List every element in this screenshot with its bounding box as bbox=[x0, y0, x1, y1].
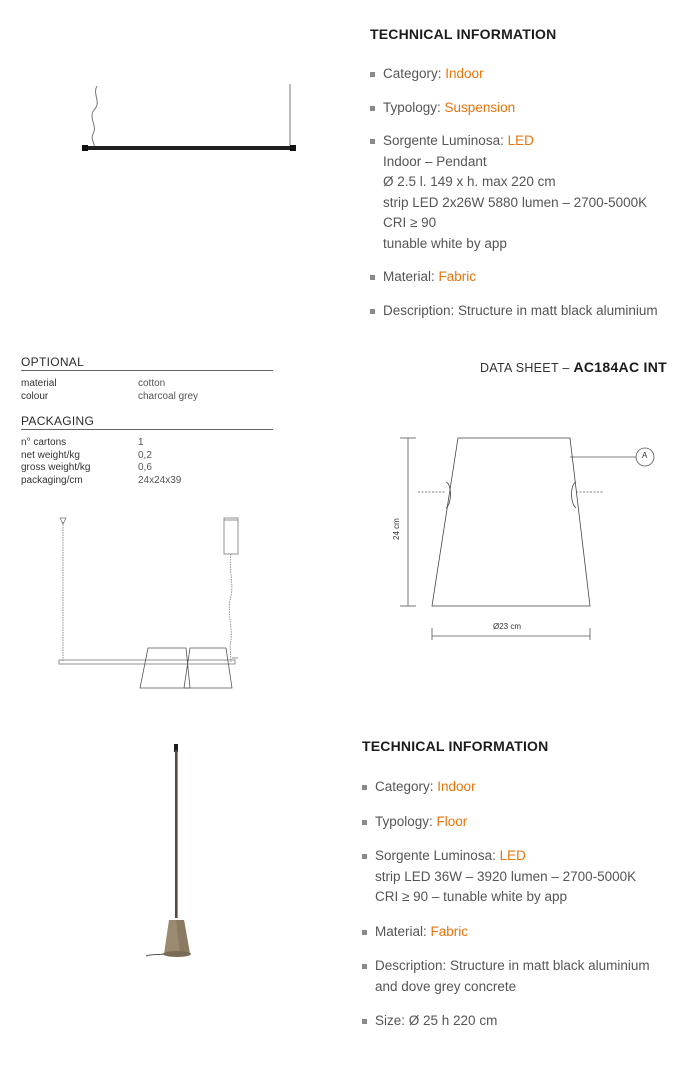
top-category-item: Category: Indoor bbox=[370, 64, 690, 85]
height-dimension: 24 cm bbox=[392, 518, 401, 540]
callout-label: A bbox=[642, 451, 648, 460]
bottom-category-item: Category: Indoor bbox=[362, 777, 692, 798]
top-typology-value: Suspension bbox=[444, 99, 516, 115]
packaging-table bbox=[21, 437, 181, 487]
bottom-typology-value: Floor bbox=[436, 813, 468, 829]
top-source-line: strip LED 2x26W 5880 lumen – 2700-5000K bbox=[383, 194, 648, 210]
top-description-value: Structure in matt black aluminium bbox=[458, 302, 658, 318]
top-spec-list bbox=[370, 64, 690, 321]
table-row: colour charcoal grey bbox=[21, 390, 199, 402]
bottom-description-value: Structure in matt black aluminium bbox=[450, 958, 650, 973]
top-category-value: Indoor bbox=[445, 66, 484, 81]
optional-title: OPTIONAL bbox=[21, 355, 85, 369]
top-source-line: Indoor – Pendant bbox=[383, 153, 487, 169]
suspension-line-drawing bbox=[50, 510, 250, 695]
suspension-lamp-image bbox=[70, 80, 310, 160]
table-row: n° cartons 1 bbox=[21, 437, 144, 448]
top-source-line: CRI ≥ 90 bbox=[383, 215, 437, 230]
packaging-divider bbox=[21, 429, 273, 430]
bottom-spec-list bbox=[362, 777, 692, 1032]
bottom-source-line: strip LED 36W – 3920 lumen – 2700-5000K bbox=[375, 868, 637, 884]
top-description-item: Description: Structure in matt black aluminium bbox=[370, 301, 690, 322]
top-material-item: Material: Fabric bbox=[370, 267, 690, 288]
floor-lamp-image bbox=[140, 740, 220, 965]
packaging-title: PACKAGING bbox=[21, 414, 95, 428]
table-row: net weight/kg 0,2 bbox=[21, 449, 152, 461]
bottom-typology-item: Typology: Floor bbox=[362, 812, 692, 833]
bottom-description-item: Description: Structure in matt black aluminium and dove grey concrete bbox=[362, 956, 692, 997]
top-source-line: tunable white by app bbox=[383, 235, 507, 251]
top-typology-item: Typology: Suspension bbox=[370, 98, 690, 119]
data-sheet-heading: DATA SHEET – AC184AC INT bbox=[479, 359, 667, 375]
table-row: material cotton bbox=[21, 378, 166, 389]
bottom-tech-info-title: TECHNICAL INFORMATION bbox=[362, 738, 549, 754]
bottom-material-value: Fabric bbox=[430, 923, 469, 939]
bottom-description-line: and dove grey concrete bbox=[375, 978, 517, 994]
bottom-size-item: Size: Ø 25 h 220 cm bbox=[362, 1011, 692, 1032]
bottom-source-item: Sorgente Luminosa: LED strip LED 36W – 3920 lumen – 2700-5000K CRI ≥ 90 – tunable white by app bbox=[362, 846, 692, 908]
bottom-source-line: CRI ≥ 90 – tunable white by app bbox=[375, 889, 568, 904]
bottom-size-value: Ø 25 h 220 cm bbox=[408, 1013, 498, 1028]
bottom-material-item: Material: Fabric bbox=[362, 922, 692, 943]
top-source-line: Ø 2.5 l. 149 x h. max 220 cm bbox=[383, 174, 556, 189]
top-material-value: Fabric bbox=[438, 269, 477, 284]
diameter-dimension: Ø23 cm bbox=[493, 622, 522, 631]
top-source-item: Sorgente Luminosa: LED Indoor – Pendant Ø 2.5 l. 149 x h. max 220 cm strip LED 2x26W 5880 lumen – 2700-5000K CRI ≥ 90 tunable white by app bbox=[370, 131, 690, 254]
optional-divider bbox=[21, 370, 273, 371]
shade-dimension-drawing bbox=[390, 430, 670, 640]
top-tech-info-title: TECHNICAL INFORMATION bbox=[370, 26, 557, 42]
table-row: packaging/cm 24x24x39 bbox=[21, 474, 182, 486]
top-source-value: LED bbox=[507, 133, 534, 148]
optional-table bbox=[21, 378, 198, 403]
data-sheet-code: AC184AC INT bbox=[573, 359, 667, 375]
bottom-category-value: Indoor bbox=[437, 779, 476, 794]
table-row: gross weight/kg 0,6 bbox=[21, 462, 152, 473]
bottom-source-value: LED bbox=[499, 848, 526, 863]
